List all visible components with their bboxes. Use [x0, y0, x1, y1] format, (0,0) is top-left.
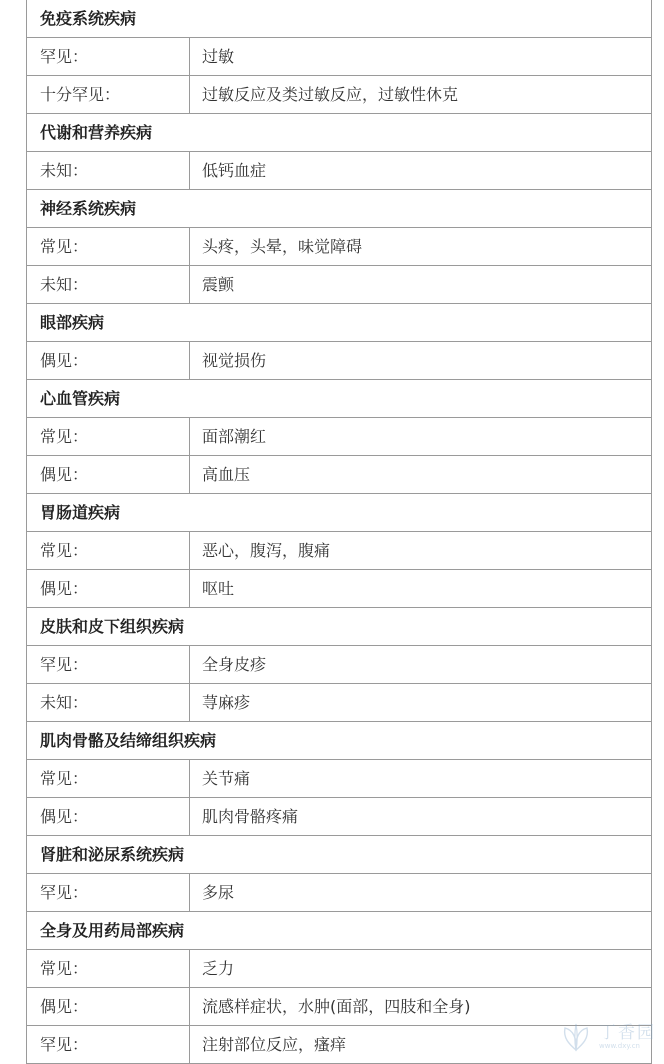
table-row [27, 798, 651, 836]
watermark-name: 丁香园 [599, 1022, 656, 1043]
frequency-cell: 偶见： [27, 342, 190, 379]
category-label: 全身及用药局部疾病 [40, 921, 185, 940]
effect-cell: 荨麻疹 [202, 693, 251, 712]
category-label: 胃肠道疾病 [40, 503, 121, 522]
table-row [27, 152, 651, 190]
category-row [27, 0, 651, 38]
effect-cell: 呕吐 [202, 579, 235, 598]
table-row [27, 684, 651, 722]
category-row [27, 494, 651, 532]
frequency-cell: 罕见： [27, 874, 190, 911]
effect-cell: 过敏 [202, 47, 235, 66]
category-row [27, 912, 651, 950]
category-row [27, 722, 651, 760]
category-row [27, 380, 651, 418]
frequency-cell: 罕见： [27, 1026, 190, 1063]
frequency-cell: 常见： [27, 950, 190, 987]
effect-cell: 注射部位反应，瘙痒 [202, 1035, 347, 1054]
table-row [27, 988, 651, 1026]
frequency-cell: 罕见： [27, 38, 190, 75]
category-label: 肾脏和泌尿系统疾病 [40, 845, 185, 864]
category-row [27, 114, 651, 152]
frequency-cell: 常见： [27, 228, 190, 265]
effect-cell: 高血压 [202, 465, 251, 484]
table-row [27, 646, 651, 684]
category-row [27, 836, 651, 874]
effect-cell: 乏力 [202, 959, 235, 978]
category-label: 心血管疾病 [40, 389, 121, 408]
frequency-cell: 常见： [27, 418, 190, 455]
category-label: 眼部疾病 [40, 313, 105, 332]
effect-cell: 流感样症状，水肿(面部，四肢和全身) [202, 997, 471, 1016]
frequency-cell: 偶见： [27, 988, 190, 1025]
effect-cell: 震颤 [202, 275, 235, 294]
table-row [27, 950, 651, 988]
table-row [27, 1026, 651, 1064]
category-label: 免疫系统疾病 [40, 9, 137, 28]
frequency-cell: 偶见： [27, 798, 190, 835]
category-label: 皮肤和皮下组织疾病 [40, 617, 185, 636]
table-row [27, 418, 651, 456]
effect-cell: 过敏反应及类过敏反应，过敏性休克 [202, 85, 459, 104]
category-row [27, 190, 651, 228]
effect-cell: 低钙血症 [202, 161, 267, 180]
table-row [27, 76, 651, 114]
effect-cell: 视觉损伤 [202, 351, 267, 370]
table-row [27, 760, 651, 798]
frequency-cell: 罕见： [27, 646, 190, 683]
category-row [27, 608, 651, 646]
category-label: 代谢和营养疾病 [40, 123, 153, 142]
frequency-cell: 常见： [27, 760, 190, 797]
frequency-cell: 偶见： [27, 456, 190, 493]
effect-cell: 恶心，腹泻，腹痛 [202, 541, 331, 560]
effect-cell: 关节痛 [202, 769, 251, 788]
frequency-cell: 十分罕见： [27, 76, 190, 113]
category-label: 神经系统疾病 [40, 199, 137, 218]
frequency-cell: 未知： [27, 266, 190, 303]
effect-cell: 肌肉骨骼疼痛 [202, 807, 299, 826]
table-row [27, 532, 651, 570]
frequency-cell: 未知： [27, 152, 190, 189]
adverse-reactions-table [26, 0, 652, 1064]
table-row [27, 874, 651, 912]
table-row [27, 38, 651, 76]
table-row [27, 342, 651, 380]
effect-cell: 头疼，头晕，味觉障碍 [202, 237, 363, 256]
frequency-cell: 常见： [27, 532, 190, 569]
category-label: 肌肉骨骼及结缔组织疾病 [40, 731, 217, 750]
table-row [27, 266, 651, 304]
table-row [27, 456, 651, 494]
effect-cell: 全身皮疹 [202, 655, 267, 674]
category-row [27, 304, 651, 342]
frequency-cell: 偶见： [27, 570, 190, 607]
table-row [27, 570, 651, 608]
effect-cell: 面部潮红 [202, 427, 267, 446]
table-row [27, 228, 651, 266]
frequency-cell: 未知： [27, 684, 190, 721]
effect-cell: 多尿 [202, 883, 235, 902]
watermark-url: www.dxy.cn [599, 1041, 640, 1050]
